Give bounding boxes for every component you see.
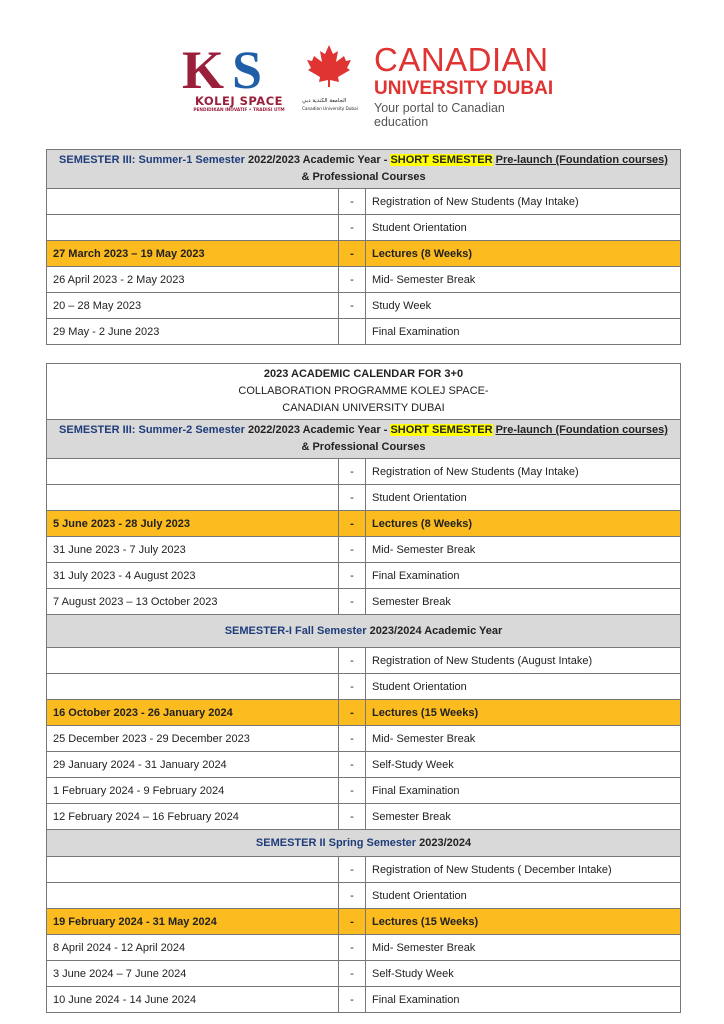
calendar-title-line2: COLLABORATION PROGRAMME KOLEJ SPACE- — [238, 385, 489, 397]
table-row — [47, 563, 681, 589]
event-cell: Student Orientation — [366, 485, 681, 511]
dash-cell: - — [339, 700, 366, 726]
sem-label: SEMESTER III: — [59, 154, 136, 166]
cud-tagline: Your portal to Canadian education — [374, 101, 505, 129]
table-row — [47, 537, 681, 563]
event-cell: Registration of New Students ( December Intake) — [366, 857, 681, 883]
academic-year: 2022/2023 Academic Year - — [244, 424, 391, 436]
table-row — [47, 857, 681, 883]
date-cell: 29 January 2024 - 31 January 2024 — [47, 752, 339, 778]
date-cell — [47, 485, 339, 511]
ks-letter-k: K — [182, 44, 225, 92]
sem-label: SEMESTER III: — [59, 424, 136, 436]
ks-letter-s: S — [232, 44, 263, 92]
dash-cell: - — [339, 987, 366, 1013]
prelaunch-label: Pre-launch (Foundation courses) — [495, 424, 668, 436]
calendar-title — [47, 364, 681, 420]
dash-cell: - — [339, 883, 366, 909]
event-cell: Student Orientation — [366, 674, 681, 700]
dash-cell: - — [339, 961, 366, 987]
event-cell: Lectures (8 Weeks) — [366, 511, 681, 537]
fall-header-row — [47, 615, 681, 648]
header-logos — [180, 40, 560, 129]
cud-small-name: Canadian University Dubai — [302, 106, 358, 111]
date-cell: 8 April 2024 - 12 April 2024 — [47, 935, 339, 961]
sem-name: Summer-1 Semester — [135, 154, 245, 166]
event-cell: Self-Study Week — [366, 961, 681, 987]
event-cell: Final Examination — [366, 319, 681, 345]
summer2-header — [47, 420, 681, 459]
dash-cell: - — [339, 563, 366, 589]
event-cell: Mid- Semester Break — [366, 935, 681, 961]
event-cell: Semester Break — [366, 804, 681, 830]
cud-title-line2: UNIVERSITY DUBAI — [374, 78, 554, 99]
date-cell — [47, 883, 339, 909]
table-row — [47, 752, 681, 778]
event-cell: Final Examination — [366, 987, 681, 1013]
date-cell — [47, 674, 339, 700]
event-cell: Student Orientation — [366, 883, 681, 909]
summer1-calendar-table — [46, 149, 681, 345]
dash-cell: - — [339, 537, 366, 563]
academic-year: 2023/2024 Academic Year — [366, 624, 503, 637]
professional-courses-label: & Professional Courses — [301, 171, 426, 183]
dash-cell: - — [339, 778, 366, 804]
dash-cell: - — [339, 726, 366, 752]
dash-cell: - — [339, 857, 366, 883]
table-row — [47, 883, 681, 909]
dash-cell: - — [339, 909, 366, 935]
table-row — [47, 485, 681, 511]
short-semester-label: SHORT SEMESTER — [390, 424, 493, 436]
table-row — [47, 648, 681, 674]
ks-logo-mark — [180, 44, 298, 92]
table-row-highlighted — [47, 511, 681, 537]
kolej-space-logo — [180, 44, 300, 114]
event-cell: Registration of New Students (May Intake) — [366, 189, 681, 215]
cud-title-line1: CANADIAN — [374, 41, 549, 78]
table-row — [47, 267, 681, 293]
table-row — [47, 778, 681, 804]
sem-name: SEMESTER-I Fall Semester — [224, 624, 367, 637]
event-cell: Student Orientation — [366, 215, 681, 241]
date-cell — [47, 215, 339, 241]
ks-tagline: PENDIDIKAN INOVATIF • TRADISI UTM — [193, 108, 285, 113]
dash-cell: - — [339, 589, 366, 615]
sem-name: SEMESTER II Spring Semester — [255, 836, 417, 849]
table-row — [47, 674, 681, 700]
event-cell: Semester Break — [366, 589, 681, 615]
dash-cell: - — [339, 189, 366, 215]
date-cell: 20 – 28 May 2023 — [47, 293, 339, 319]
ks-name: KOLEJ SPACE — [195, 94, 283, 108]
dash-cell: - — [339, 935, 366, 961]
date-cell: 12 February 2024 – 16 February 2024 — [47, 804, 339, 830]
event-cell: Registration of New Students (May Intake) — [366, 459, 681, 485]
calendar-title-line1: 2023 ACADEMIC CALENDAR FOR 3+0 — [263, 368, 464, 380]
professional-courses-label: & Professional Courses — [301, 441, 426, 453]
table-row — [47, 459, 681, 485]
date-cell: 10 June 2024 - 14 June 2024 — [47, 987, 339, 1013]
dash-cell: - — [339, 804, 366, 830]
table-row — [47, 319, 681, 345]
dash-cell: - — [339, 241, 366, 267]
short-semester-label: SHORT SEMESTER — [390, 154, 493, 166]
event-cell: Mid- Semester Break — [366, 267, 681, 293]
calendar-title-line3: CANADIAN UNIVERSITY DUBAI — [282, 402, 445, 414]
table-row — [47, 804, 681, 830]
table-row — [47, 189, 681, 215]
date-cell: 7 August 2023 – 13 October 2023 — [47, 589, 339, 615]
table-row-highlighted — [47, 241, 681, 267]
table-row-highlighted — [47, 700, 681, 726]
dash-cell: - — [339, 511, 366, 537]
event-cell: Lectures (15 Weeks) — [366, 909, 681, 935]
dash-cell: - — [339, 674, 366, 700]
summer2-header-row — [47, 420, 681, 459]
dash-cell: - — [339, 648, 366, 674]
event-cell: Final Examination — [366, 563, 681, 589]
cud-arabic-name: الجامعة الكندية دبي — [302, 98, 347, 104]
date-cell: 27 March 2023 – 19 May 2023 — [47, 241, 339, 267]
date-cell — [47, 648, 339, 674]
event-cell: Registration of New Students (August Intake) — [366, 648, 681, 674]
date-cell — [47, 857, 339, 883]
table-row — [47, 589, 681, 615]
date-cell: 5 June 2023 - 28 July 2023 — [47, 511, 339, 537]
dash-cell — [339, 319, 366, 345]
sem-name: Summer-2 Semester — [135, 424, 245, 436]
dash-cell: - — [339, 752, 366, 778]
spring-header-row — [47, 830, 681, 857]
dash-cell: - — [339, 267, 366, 293]
date-cell: 31 June 2023 - 7 July 2023 — [47, 537, 339, 563]
date-cell: 3 June 2024 – 7 June 2024 — [47, 961, 339, 987]
table-row — [47, 987, 681, 1013]
maple-leaf-icon — [306, 44, 352, 88]
academic-calendar-table — [46, 363, 681, 1013]
academic-year: 2023/2024 — [416, 836, 472, 849]
table-row — [47, 961, 681, 987]
date-cell: 16 October 2023 - 26 January 2024 — [47, 700, 339, 726]
dash-cell: - — [339, 293, 366, 319]
event-cell: Mid- Semester Break — [366, 726, 681, 752]
prelaunch-label: Pre-launch (Foundation courses) — [495, 154, 668, 166]
table-row — [47, 935, 681, 961]
dash-cell: - — [339, 485, 366, 511]
summer1-header — [47, 150, 681, 189]
academic-year: 2022/2023 Academic Year - — [244, 154, 391, 166]
date-cell: 26 April 2023 - 2 May 2023 — [47, 267, 339, 293]
dash-cell: - — [339, 459, 366, 485]
date-cell: 25 December 2023 - 29 December 2023 — [47, 726, 339, 752]
table-row — [47, 215, 681, 241]
summer1-header-row — [47, 150, 681, 189]
fall-header — [47, 615, 681, 648]
event-cell: Lectures (15 Weeks) — [366, 700, 681, 726]
event-cell: Mid- Semester Break — [366, 537, 681, 563]
date-cell — [47, 459, 339, 485]
event-cell: Lectures (8 Weeks) — [366, 241, 681, 267]
event-cell: Self-Study Week — [366, 752, 681, 778]
date-cell — [47, 189, 339, 215]
table-row-highlighted — [47, 909, 681, 935]
table-row — [47, 293, 681, 319]
spring-header — [47, 830, 681, 857]
event-cell: Final Examination — [366, 778, 681, 804]
table-row — [47, 726, 681, 752]
dash-cell: - — [339, 215, 366, 241]
date-cell: 29 May - 2 June 2023 — [47, 319, 339, 345]
date-cell: 31 July 2023 - 4 August 2023 — [47, 563, 339, 589]
date-cell: 1 February 2024 - 9 February 2024 — [47, 778, 339, 804]
date-cell: 19 February 2024 - 31 May 2024 — [47, 909, 339, 935]
event-cell: Study Week — [366, 293, 681, 319]
calendar-title-row — [47, 364, 681, 420]
